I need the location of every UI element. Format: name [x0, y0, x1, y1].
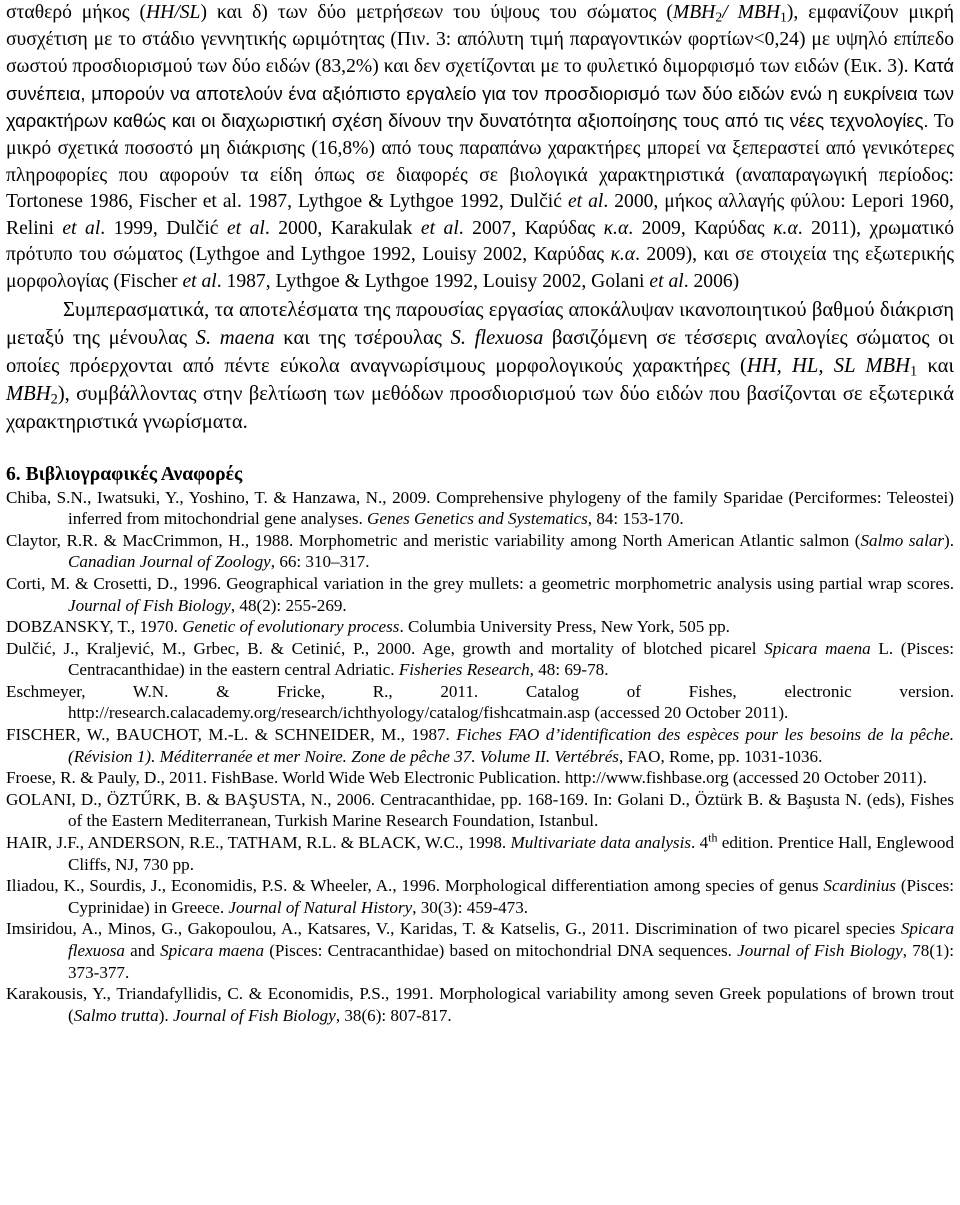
reference-item	[6, 918, 954, 983]
text-span: Corti, M. & Crosetti, D., 1996. Geographical variation in the grey mullets: a geometric morphometric analysis using partial wrap scores.	[6, 573, 954, 593]
text-span: σταθερό μήκος (	[6, 2, 147, 23]
text-span: et al	[182, 270, 217, 292]
text-span: et al	[226, 217, 265, 239]
subscript: 1	[910, 363, 918, 380]
reference-list	[6, 487, 954, 1027]
text-span: ), συμβάλλοντας στην βελτίωση των μεθόδων προσδιορισμού των δύο ειδών που βασίζονται σε εξωτερικά χαρακτηριστικά γνωρίσματα.	[6, 383, 954, 434]
text-span: , 78(1): 373-377.	[68, 941, 954, 982]
text-span: Chiba, S.N., Iwatsuki, Y., Yoshino, T. & Hanzawa, N., 2009. Comprehensive phylogeny of the family Sparidae (Perciformes: Teleostei) inferred from mitochondrial gene analyses.	[6, 487, 954, 529]
reference-item	[6, 487, 954, 530]
text-span: Journal of Fish Biology	[737, 941, 903, 961]
text-span: . 2000, μήκος αλλαγής φύλου: Lepori 1960, Relini	[6, 191, 954, 239]
text-span: Journal of Natural History	[228, 897, 413, 917]
text-span: , 48(2): 255-269.	[230, 595, 347, 615]
text-span: Genes Genetics and Systematics	[367, 509, 588, 529]
text-span: Το μικρό σχετικά ποσοστό μη διάκρισης (16,8%) από τους παραπάνω χαρακτήρες μπορεί να ξεπεραστεί από γενικότερες πληροφορίες που αφορούν τα είδη όπως σε διαφορές σε βιολογικά χαρακτηριστικά (αναπαραγωγική περίοδος: Tortonese 1986, Fischer et al. 1987, Lythgoe & Lythgoe 1992, Dulčić	[6, 111, 954, 213]
text-span: . 2009), και σε στοιχεία της εξωτερικής μορφολογίας (Fischer	[6, 244, 954, 292]
text-span: Iliadou, K., Sourdis, J., Economidis, P.S. & Wheeler, A., 1996. Morphological differentiation among species of genus	[6, 876, 824, 896]
text-span: FISCHER, W., BAUCHOT, M.-L. & SCHNEIDER, M., 1987.	[6, 725, 457, 745]
reference-item	[6, 875, 954, 918]
text-span: Karakousis, Y., Triandafyllidis, C. & Economidis, P.S., 1991. Morphological variability among seven Greek populations of brown trout (	[6, 984, 954, 1025]
text-span: Canadian Journal of Zoology	[68, 552, 271, 572]
text-span: ).	[158, 1005, 173, 1025]
text-span: βασιζόμενη σε τέσσερις αναλογίες σώματος οι οποίες πρόερχονται από πέντε εύκολα αναγνωρίσιμους μορφολογικούς χαρακτήρες (	[6, 326, 954, 377]
text-span: Claytor, R.R. & MacCrimmon, H., 1988. Morphometric and meristic variability among North American Atlantic salmon (	[6, 530, 861, 550]
text-span: κ.α	[610, 244, 636, 266]
reference-item	[6, 638, 954, 681]
text-span: . 2006)	[683, 270, 740, 292]
text-span: MBH	[6, 383, 51, 406]
text-span: Spicara maena	[764, 638, 871, 658]
text-span: , FAO, Rome, pp. 1031-1036.	[618, 746, 823, 766]
text-span: Imsiridou, A., Minos, G., Gakopoulou, A., Katsares, V., Karidas, T. & Katselis, G., 2011. Discrimination of two picarel species	[6, 919, 901, 939]
text-span: Scardinius	[823, 876, 896, 896]
text-span: ) και δ) των δύο μετρήσεων του ύψους του σώματος (	[200, 2, 673, 23]
text-span: S. flexuosa	[450, 326, 544, 349]
text-span: . 2007, Καρύδας	[458, 217, 604, 239]
section-heading-references: 6. Βιβλιογραφικές Αναφορές	[6, 463, 243, 485]
text-span: . 1987, Lythgoe & Lythgoe 1992, Louisy 2002, Golani	[216, 270, 650, 292]
reference-item	[6, 573, 954, 616]
text-span: et al	[649, 270, 684, 292]
text-span: . 4	[690, 833, 709, 853]
text-span: Journal of Fish Biology	[68, 595, 231, 615]
text-span: , 38(6): 807-817.	[335, 1005, 452, 1025]
text-span: MBH	[672, 2, 716, 23]
text-span: Journal of Fish Biology	[172, 1005, 336, 1025]
text-span: . 2011), χρωματικό πρότυπο του σώματος (Lythgoe and Lythgoe 1992, Louisy 2002, Καρύδας	[6, 217, 955, 266]
text-span: , 66: 310–317.	[270, 552, 370, 572]
reference-item	[6, 681, 954, 724]
text-span: and	[124, 941, 161, 961]
superscript: th	[708, 830, 718, 845]
reference-item	[6, 616, 954, 638]
text-span: Salmo salar	[860, 530, 945, 550]
text-span: , 84: 153-170.	[587, 509, 684, 529]
text-span: Κατά συνέπεια, μπορούν να αποτελούν ένα αξιόπιστο εργαλείο για τον προσδιορισμό των δύο ειδών ενώ η ευκρίνεια των χαρακτήρων καθώς και οι διαχωριστική σχέση δίνουν την δυνατότητα αξιοποίησης τους από τις νέες τεχνολογίες.	[6, 55, 954, 132]
text-span: ).	[944, 530, 954, 550]
text-span: Fiches FAO d’identification des espèces pour les besoins de la pêche. (Révision 1). Méditerranée et mer Noire. Zone de pêche 37. Volume II. Vertébrés	[68, 725, 954, 766]
body-paragraph-conclusion	[6, 296, 954, 437]
body-paragraph-results	[6, 0, 954, 296]
text-span: κ.α	[773, 217, 798, 239]
text-span: , 48: 69-78.	[529, 660, 609, 680]
text-span: . 2009, Καρύδας	[628, 217, 774, 239]
text-span: , 30(3): 459-473.	[412, 897, 529, 917]
text-span: . Columbia University Press, New York, 505 pp.	[399, 617, 730, 637]
text-span: GOLANI, D., ÖZTŰRK, B. & BAŞUSTA, N., 2006. Centracanthidae, pp. 168-169. In: Golani D., Öztürk B. & Başusta N. (eds), Fishes of the Eastern Mediterranean, Turkish Marine Research Foundation, Istanbul.	[6, 789, 954, 831]
text-span: / MBH	[722, 2, 781, 23]
reference-item	[6, 983, 954, 1026]
text-span: κ.α	[603, 217, 629, 239]
text-span: (Pisces: Centracanthidae) based on mitochondrial DNA sequences.	[264, 941, 738, 961]
text-span: . 1999, Dulčić	[100, 217, 227, 239]
subscript: 2	[715, 9, 723, 25]
text-span: HH, HL, SL MBH	[746, 354, 911, 377]
text-span: και	[917, 354, 954, 377]
reference-item	[6, 530, 954, 573]
text-span: Salmo trutta	[73, 1005, 159, 1025]
reference-item	[6, 832, 954, 875]
text-span: Eschmeyer, W.N. & Fricke, R., 2011. Catalog of Fishes, electronic version. http://research.calacademy.org/research/ichthyology/catalog/fishcatmain.asp (accessed 20 October 2011).	[6, 681, 954, 723]
text-span: ), εμφανίζουν μικρή συσχέτιση με το στάδιο γεννητικής ωριμότητας (Πιν. 3: απόλυτη τιμή παραγοντικών φορτίων<0,24) με υψηλό επίπεδο σωστού προσδιορισμού των δύο ειδών (83,2%) και δεν σχετίζονται με το φυλετικό διμορφισμό των ειδών (Εικ. 3).	[6, 2, 954, 78]
text-span: Spicara flexuosa	[68, 919, 954, 961]
text-span: Συμπερασματικά, τα αποτελέσματα της παρουσίας εργασίας αποκάλυψαν ικανοποιητικού βαθμού διάκριση μεταξύ της μένουλας	[6, 298, 954, 349]
text-span: και της τσέρουλας	[274, 326, 451, 349]
text-span: et al	[62, 217, 101, 239]
text-span: et al	[567, 191, 604, 213]
reference-item	[6, 789, 954, 832]
text-span: Froese, R. & Pauly, D., 2011. FishBase. World Wide Web Electronic Publication. http://www.fishbase.org (accessed 20 October 2011).	[6, 768, 927, 788]
text-span: Dulčić, J., Kraljević, M., Grbec, B. & Cetinić, P., 2000. Age, growth and mortality of blotched picarel	[6, 638, 765, 658]
text-span: Spicara maena	[160, 941, 265, 961]
text-span: et al	[420, 217, 459, 239]
text-span: (Pisces: Cyprinidae) in Greece.	[68, 876, 955, 917]
reference-item	[6, 724, 954, 767]
text-span: Fisheries Research	[398, 660, 530, 680]
reference-item	[6, 767, 954, 789]
text-span: L. (Pisces: Centracanthidae) in the eastern central Adriatic.	[68, 638, 954, 680]
text-span: HAIR, J.F., ANDERSON, R.E., TATHAM, R.L. & BLACK, W.C., 1998.	[6, 833, 511, 853]
text-span: HH/SL	[146, 2, 201, 23]
subscript: 2	[50, 391, 58, 408]
text-span: Genetic of evolutionary process	[182, 617, 400, 637]
text-span: . 2000, Karakulak	[264, 217, 421, 239]
text-span: S. maena	[195, 326, 275, 349]
text-span: DOBZANSKY, T., 1970.	[6, 617, 183, 637]
subscript: 1	[780, 9, 787, 25]
text-span: Multivariate data analysis	[510, 833, 691, 853]
text-span: edition. Prentice Hall, Englewood Cliffs, NJ, 730 pp.	[68, 833, 954, 874]
